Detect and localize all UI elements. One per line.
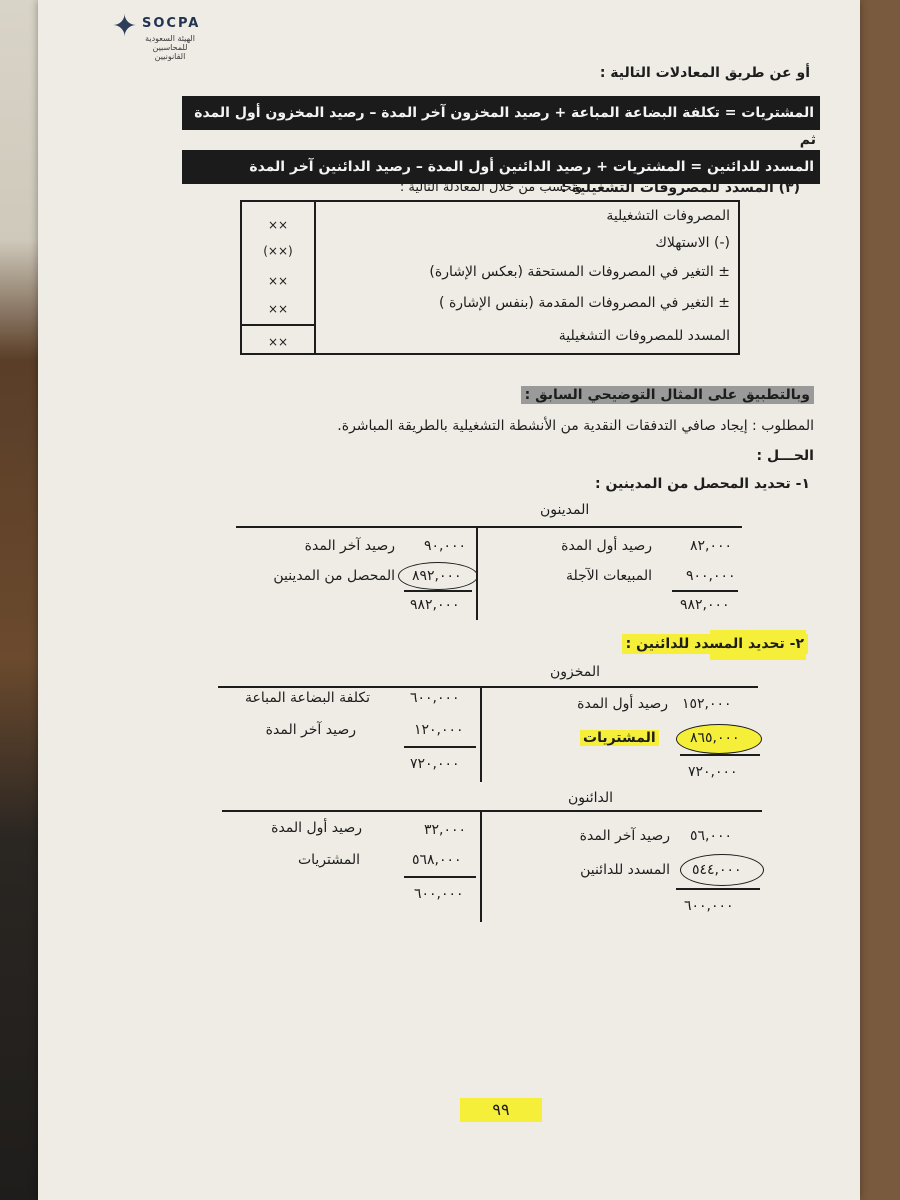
formula-row-value: (××) <box>263 244 293 258</box>
inventory-left-label: رصيد آخر المدة <box>265 722 356 738</box>
inventory-top-rule <box>218 686 758 688</box>
solution-heading: الحـــل : <box>756 448 814 464</box>
inventory-right-value: ١٥٢,٠٠٠ <box>682 696 732 712</box>
creditors-right-label: المسدد للدائنين <box>580 862 670 878</box>
step2-heading: ٢- تحديد المسدد للدائنين : <box>622 634 808 654</box>
creditors-right-total-rule <box>676 888 760 890</box>
inventory-right-label: المشتريات <box>580 730 659 746</box>
creditors-right-value: ٥٦,٠٠٠ <box>690 828 733 844</box>
then-text: ثم <box>799 132 816 148</box>
debtors-right-label: رصيد أول المدة <box>561 538 652 554</box>
debtors-left-total-rule <box>404 590 472 592</box>
formula-row-label: ± التغير في المصروفات المستحقة (بعكس الإشارة) <box>429 264 730 280</box>
creditors-right-value: ٥٤٤,٠٠٠ <box>692 862 742 878</box>
star-logo-icon: ✦ <box>112 9 138 44</box>
intro-text: أو عن طريق المعادلات التالية : <box>599 65 810 81</box>
creditors-left-label: رصيد أول المدة <box>271 820 362 836</box>
creditors-title: الدائنون <box>568 790 614 806</box>
formula-row-label: ± التغير في المصروفات المقدمة (بنفس الإشارة ) <box>439 295 730 311</box>
section3-title: (٣) المسدد للمصروفات التشغيلية : <box>560 180 800 196</box>
operating-expenses-formula-box <box>240 200 740 355</box>
equation-paid-creditors: المسدد للدائنين = المشتريات + رصيد الدائنين أول المدة – رصيد الدائنين آخر المدة <box>182 150 820 184</box>
page-number: ٩٩ <box>460 1098 542 1122</box>
box-divider <box>314 202 316 353</box>
inventory-right-total: ٧٢٠,٠٠٠ <box>688 764 738 780</box>
logo-subtitle: الهيئة السعودية للمحاسبين القانونيين <box>145 34 195 61</box>
section3-note: وتحسب من خلال المعادلة التالية : <box>399 180 582 195</box>
socpa-logo <box>108 6 208 62</box>
creditors-left-total: ٦٠٠,٠٠٠ <box>414 886 464 902</box>
inventory-title: المخزون <box>550 664 601 680</box>
formula-row-value: ×× <box>267 218 289 232</box>
apply-title: وبالتطبيق على المثال التوضيحي السابق : <box>521 386 814 404</box>
creditors-divider <box>480 810 482 922</box>
inventory-left-value: ٦٠٠,٠٠٠ <box>410 690 460 706</box>
debtors-left-label: المحصل من المدينين <box>273 568 395 584</box>
creditors-left-label: المشتريات <box>297 852 360 868</box>
creditors-top-rule <box>222 810 762 812</box>
inventory-divider <box>480 686 482 782</box>
debtors-right-value: ٨٢,٠٠٠ <box>690 538 733 554</box>
creditors-left-value: ٥٦٨,٠٠٠ <box>412 852 462 868</box>
formula-row-value: ×× <box>267 335 289 349</box>
inventory-right-value: ٨٦٥,٠٠٠ <box>690 730 740 746</box>
formula-row-label: المسدد للمصروفات التشغيلية <box>558 328 730 344</box>
creditors-right-label: رصيد آخر المدة <box>579 828 670 844</box>
required-text: المطلوب : إيجاد صافي التدفقات النقدية من الأنشطة التشغيلية بالطريقة المباشرة. <box>337 418 814 434</box>
debtors-title: المدينون <box>540 502 590 518</box>
debtors-right-value: ٩٠٠,٠٠٠ <box>686 568 736 584</box>
formula-row-label: (-) الاستهلاك <box>655 235 730 251</box>
debtors-left-value: ٩٠,٠٠٠ <box>424 538 467 554</box>
formula-row-label: المصروفات التشغيلية <box>606 208 730 224</box>
creditors-right-total: ٦٠٠,٠٠٠ <box>684 898 734 914</box>
creditors-left-total-rule <box>404 876 476 878</box>
debtors-left-label: رصيد آخر المدة <box>304 538 395 554</box>
debtors-right-total-rule <box>672 590 738 592</box>
formula-row-value: ×× <box>267 302 289 316</box>
inventory-left-value: ١٢٠,٠٠٠ <box>414 722 464 738</box>
inventory-left-total-rule <box>404 746 476 748</box>
inventory-right-label: رصيد أول المدة <box>577 696 668 712</box>
logo-brand-text: SOCPA <box>142 16 201 31</box>
equation-purchases: المشتريات = تكلفة البضاعة المباعة + رصيد المخزون آخر المدة – رصيد المخزون أول المدة <box>182 96 820 130</box>
inventory-left-total: ٧٢٠,٠٠٠ <box>410 756 460 772</box>
box-total-line <box>242 324 314 326</box>
creditors-left-value: ٣٢,٠٠٠ <box>424 822 467 838</box>
debtors-top-rule <box>236 526 742 528</box>
inventory-right-total-rule <box>680 754 760 756</box>
step1-heading: ١- تحديد المحصل من المدينين : <box>594 476 810 492</box>
debtors-right-label: المبيعات الآجلة <box>565 568 652 584</box>
formula-row-value: ×× <box>267 274 289 288</box>
inventory-left-label: تكلفة البضاعة المباعة <box>245 690 370 706</box>
debtors-left-value: ٨٩٢,٠٠٠ <box>412 568 462 584</box>
debtors-right-total: ٩٨٢,٠٠٠ <box>680 597 730 613</box>
debtors-left-total: ٩٨٢,٠٠٠ <box>410 597 460 613</box>
